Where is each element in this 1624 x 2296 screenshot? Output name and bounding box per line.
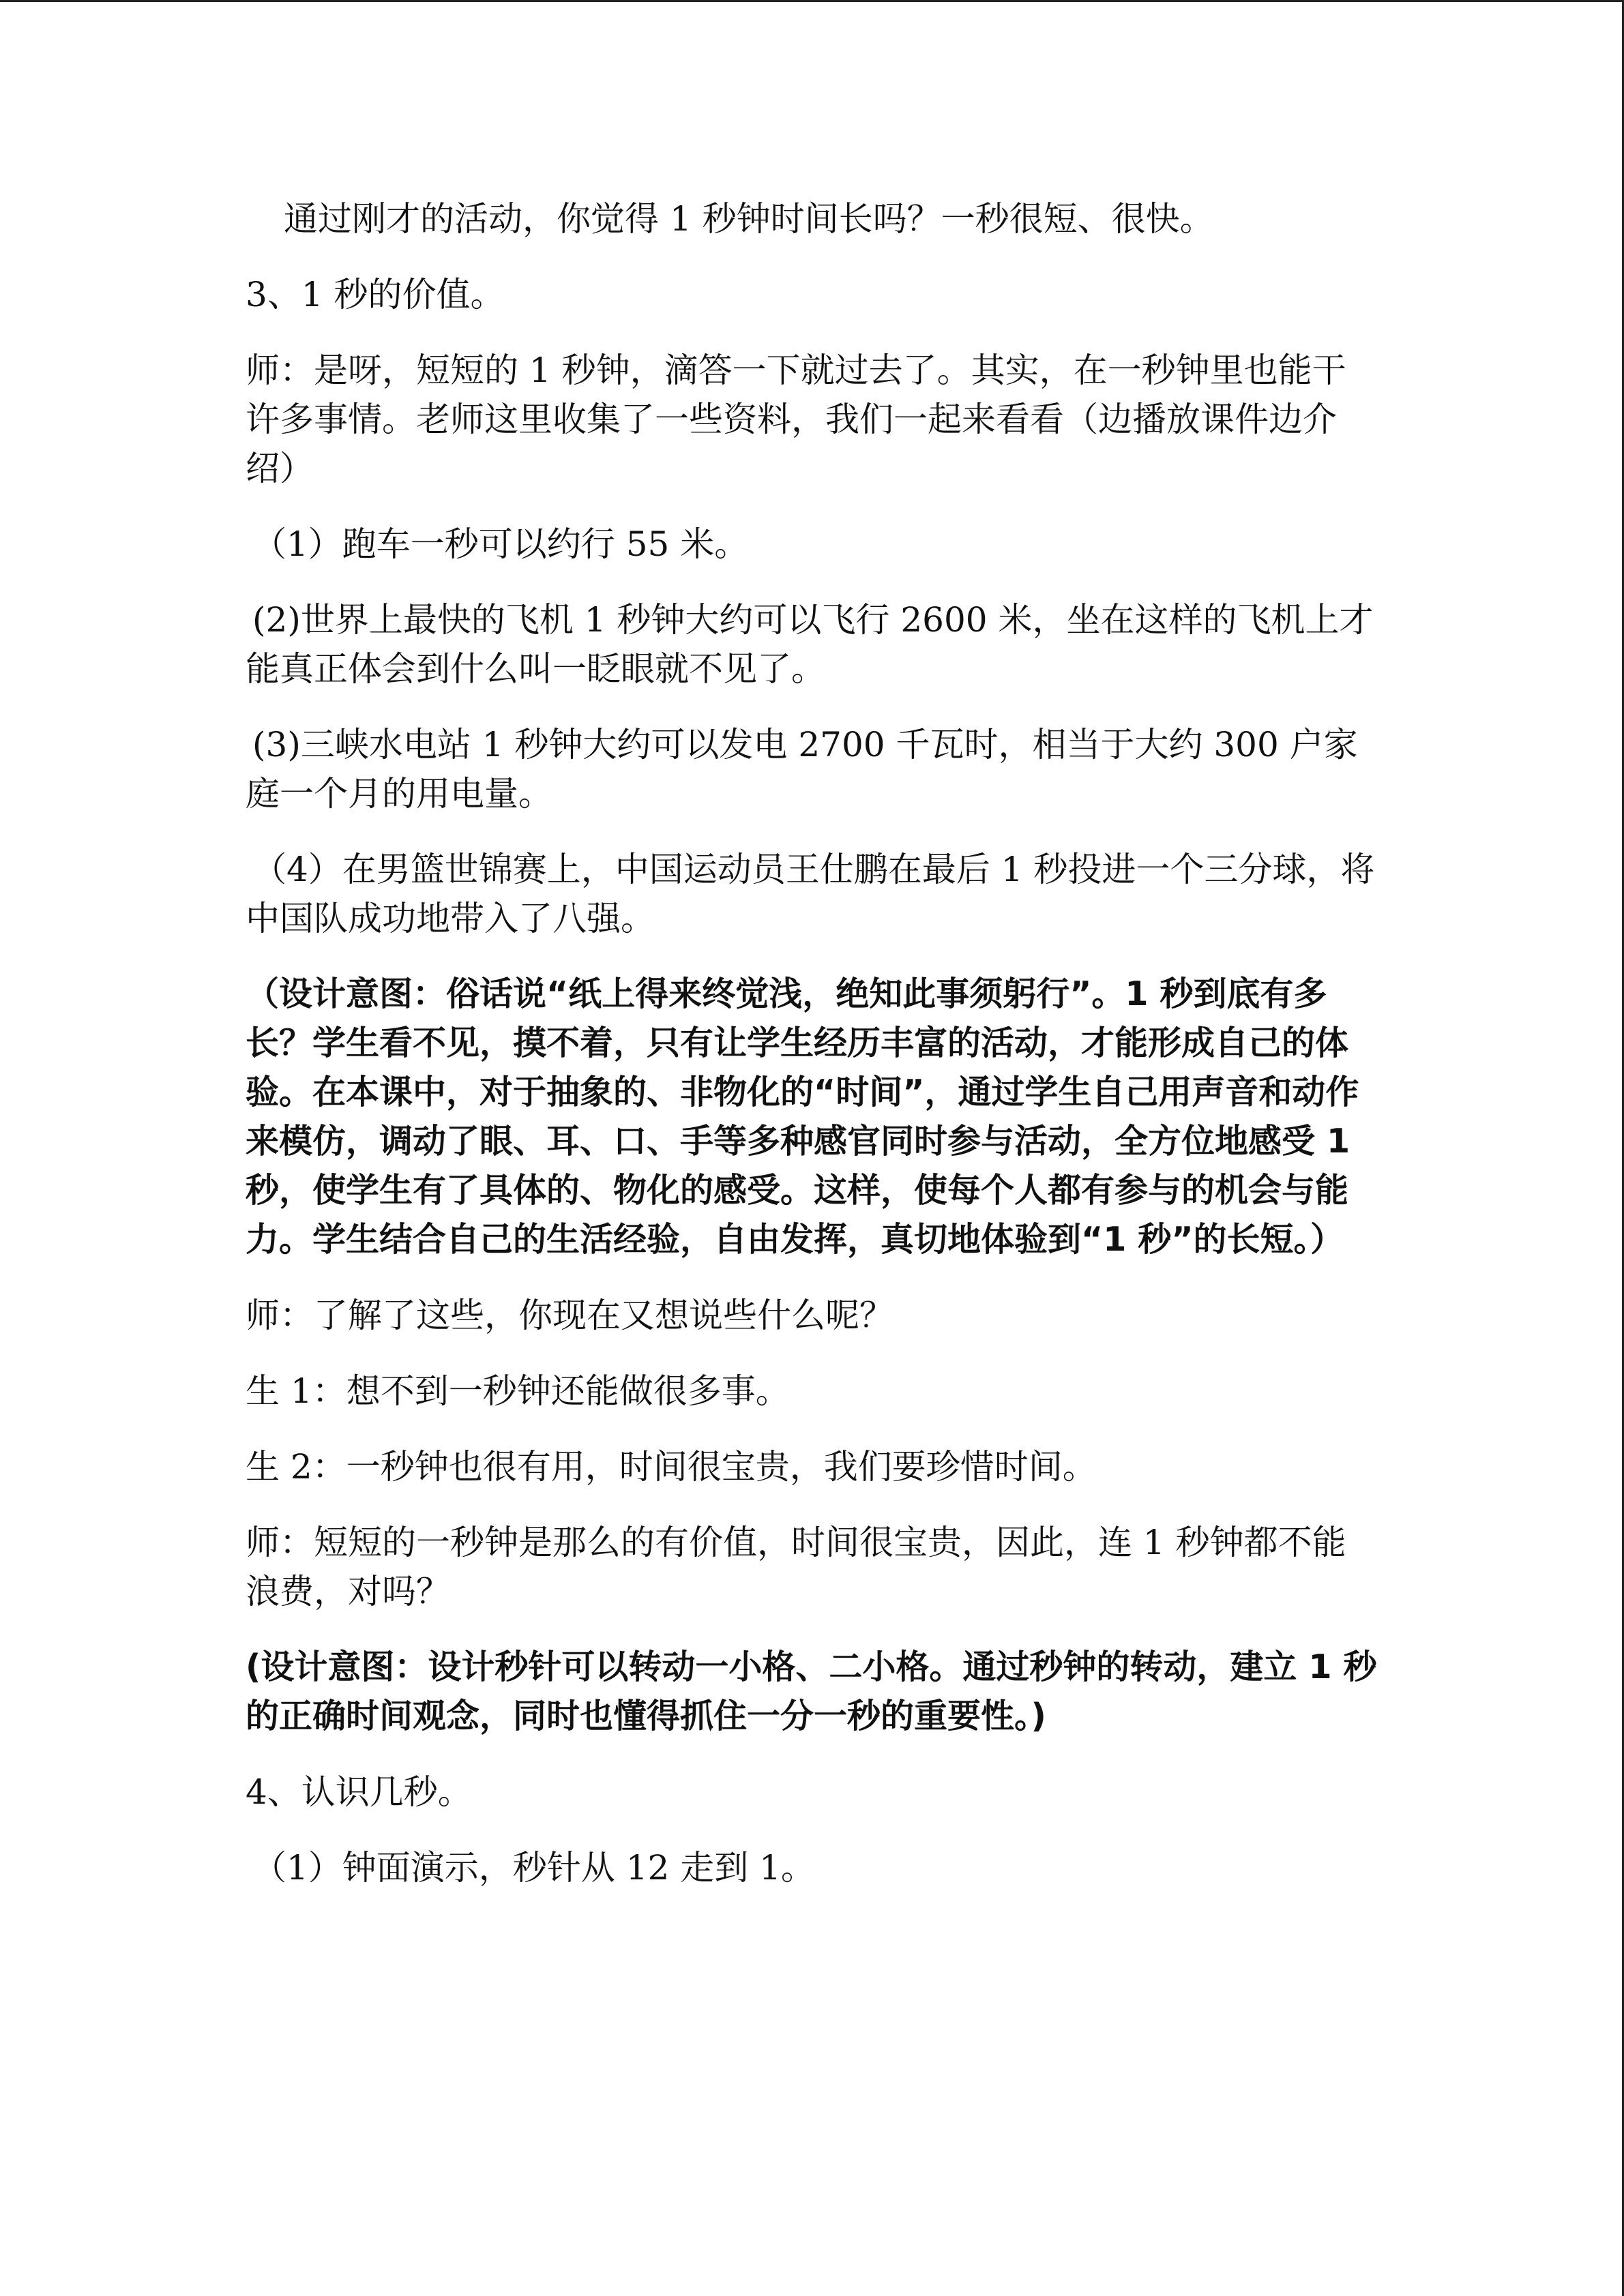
list-item-three-gorges: (3)三峡水电站 1 秒钟大约可以发电 2700 千瓦时，相当于大约 300 户家庭一个月的用电量。	[246, 725, 1358, 814]
paragraph-activity-reflection: 通过刚才的活动，你觉得 1 秒钟时间长吗？一秒很短、很快。	[284, 199, 1214, 239]
document-body	[246, 194, 1378, 1919]
list-item-fastest-plane: (2)世界上最快的飞机 1 秒钟大约可以飞行 2600 米，坐在这样的飞机上才能真正体会到什么叫一眨眼就不见了。	[246, 600, 1374, 689]
design-intent-note-1: （设计意图：俗话说“纸上得来终觉浅，绝知此事须躬行”。1 秒到底有多长？学生看不见，摸不着，只有让学生经历丰富的活动，才能形成自己的体验。在本课中，对于抽象的、非物化的“时间”，通过学生自己用声音和动作来模仿，调动了眼、耳、口、手等多种感官同时参与活动，全方位地感受 1 秒，使学生有了具体的、物化的感受。这样，使每个人都有参与的机会与能力。学生结合自己的生活经验，自由发挥，真切地体验到“1 秒”的长短。）	[246, 974, 1359, 1259]
section-heading-seconds: 4、认识几秒。	[246, 1772, 472, 1812]
design-intent-note-2: (设计意图：设计秒针可以转动一小格、二小格。通过秒钟的转动，建立 1 秒的正确时间观念，同时也懂得抓住一分一秒的重要性。)	[246, 1648, 1377, 1735]
list-item-basketball: （4）在男篮世锦赛上，中国运动员王仕鹏在最后 1 秒投进一个三分球，将中国队成功地带入了八强。	[246, 850, 1375, 938]
paragraph-teacher-summary: 师：短短的一秒钟是那么的有价值，时间很宝贵，因此，连 1 秒钟都不能浪费，对吗？	[246, 1523, 1346, 1611]
paragraph-student-2: 生 2：一秒钟也很有用，时间很宝贵，我们要珍惜时间。	[246, 1447, 1097, 1487]
paragraph-student-1: 生 1：想不到一秒钟还能做很多事。	[246, 1371, 790, 1411]
paragraph-teacher-question: 师：了解了这些，你现在又想说些什么呢？	[246, 1296, 894, 1335]
paragraph-teacher-intro: 师：是呀，短短的 1 秒钟，滴答一下就过去了。其实，在一秒钟里也能干许多事情。老师这里收集了一些资料，我们一起来看看（边播放课件边介绍）	[246, 351, 1346, 488]
list-item-sports-car: （1）跑车一秒可以约行 55 米。	[252, 524, 749, 564]
list-item-clock-demo: （1）钟面演示，秒针从 12 走到 1。	[252, 1848, 815, 1888]
section-heading-value-of-one-second: 3、1 秒的价值。	[246, 275, 505, 314]
